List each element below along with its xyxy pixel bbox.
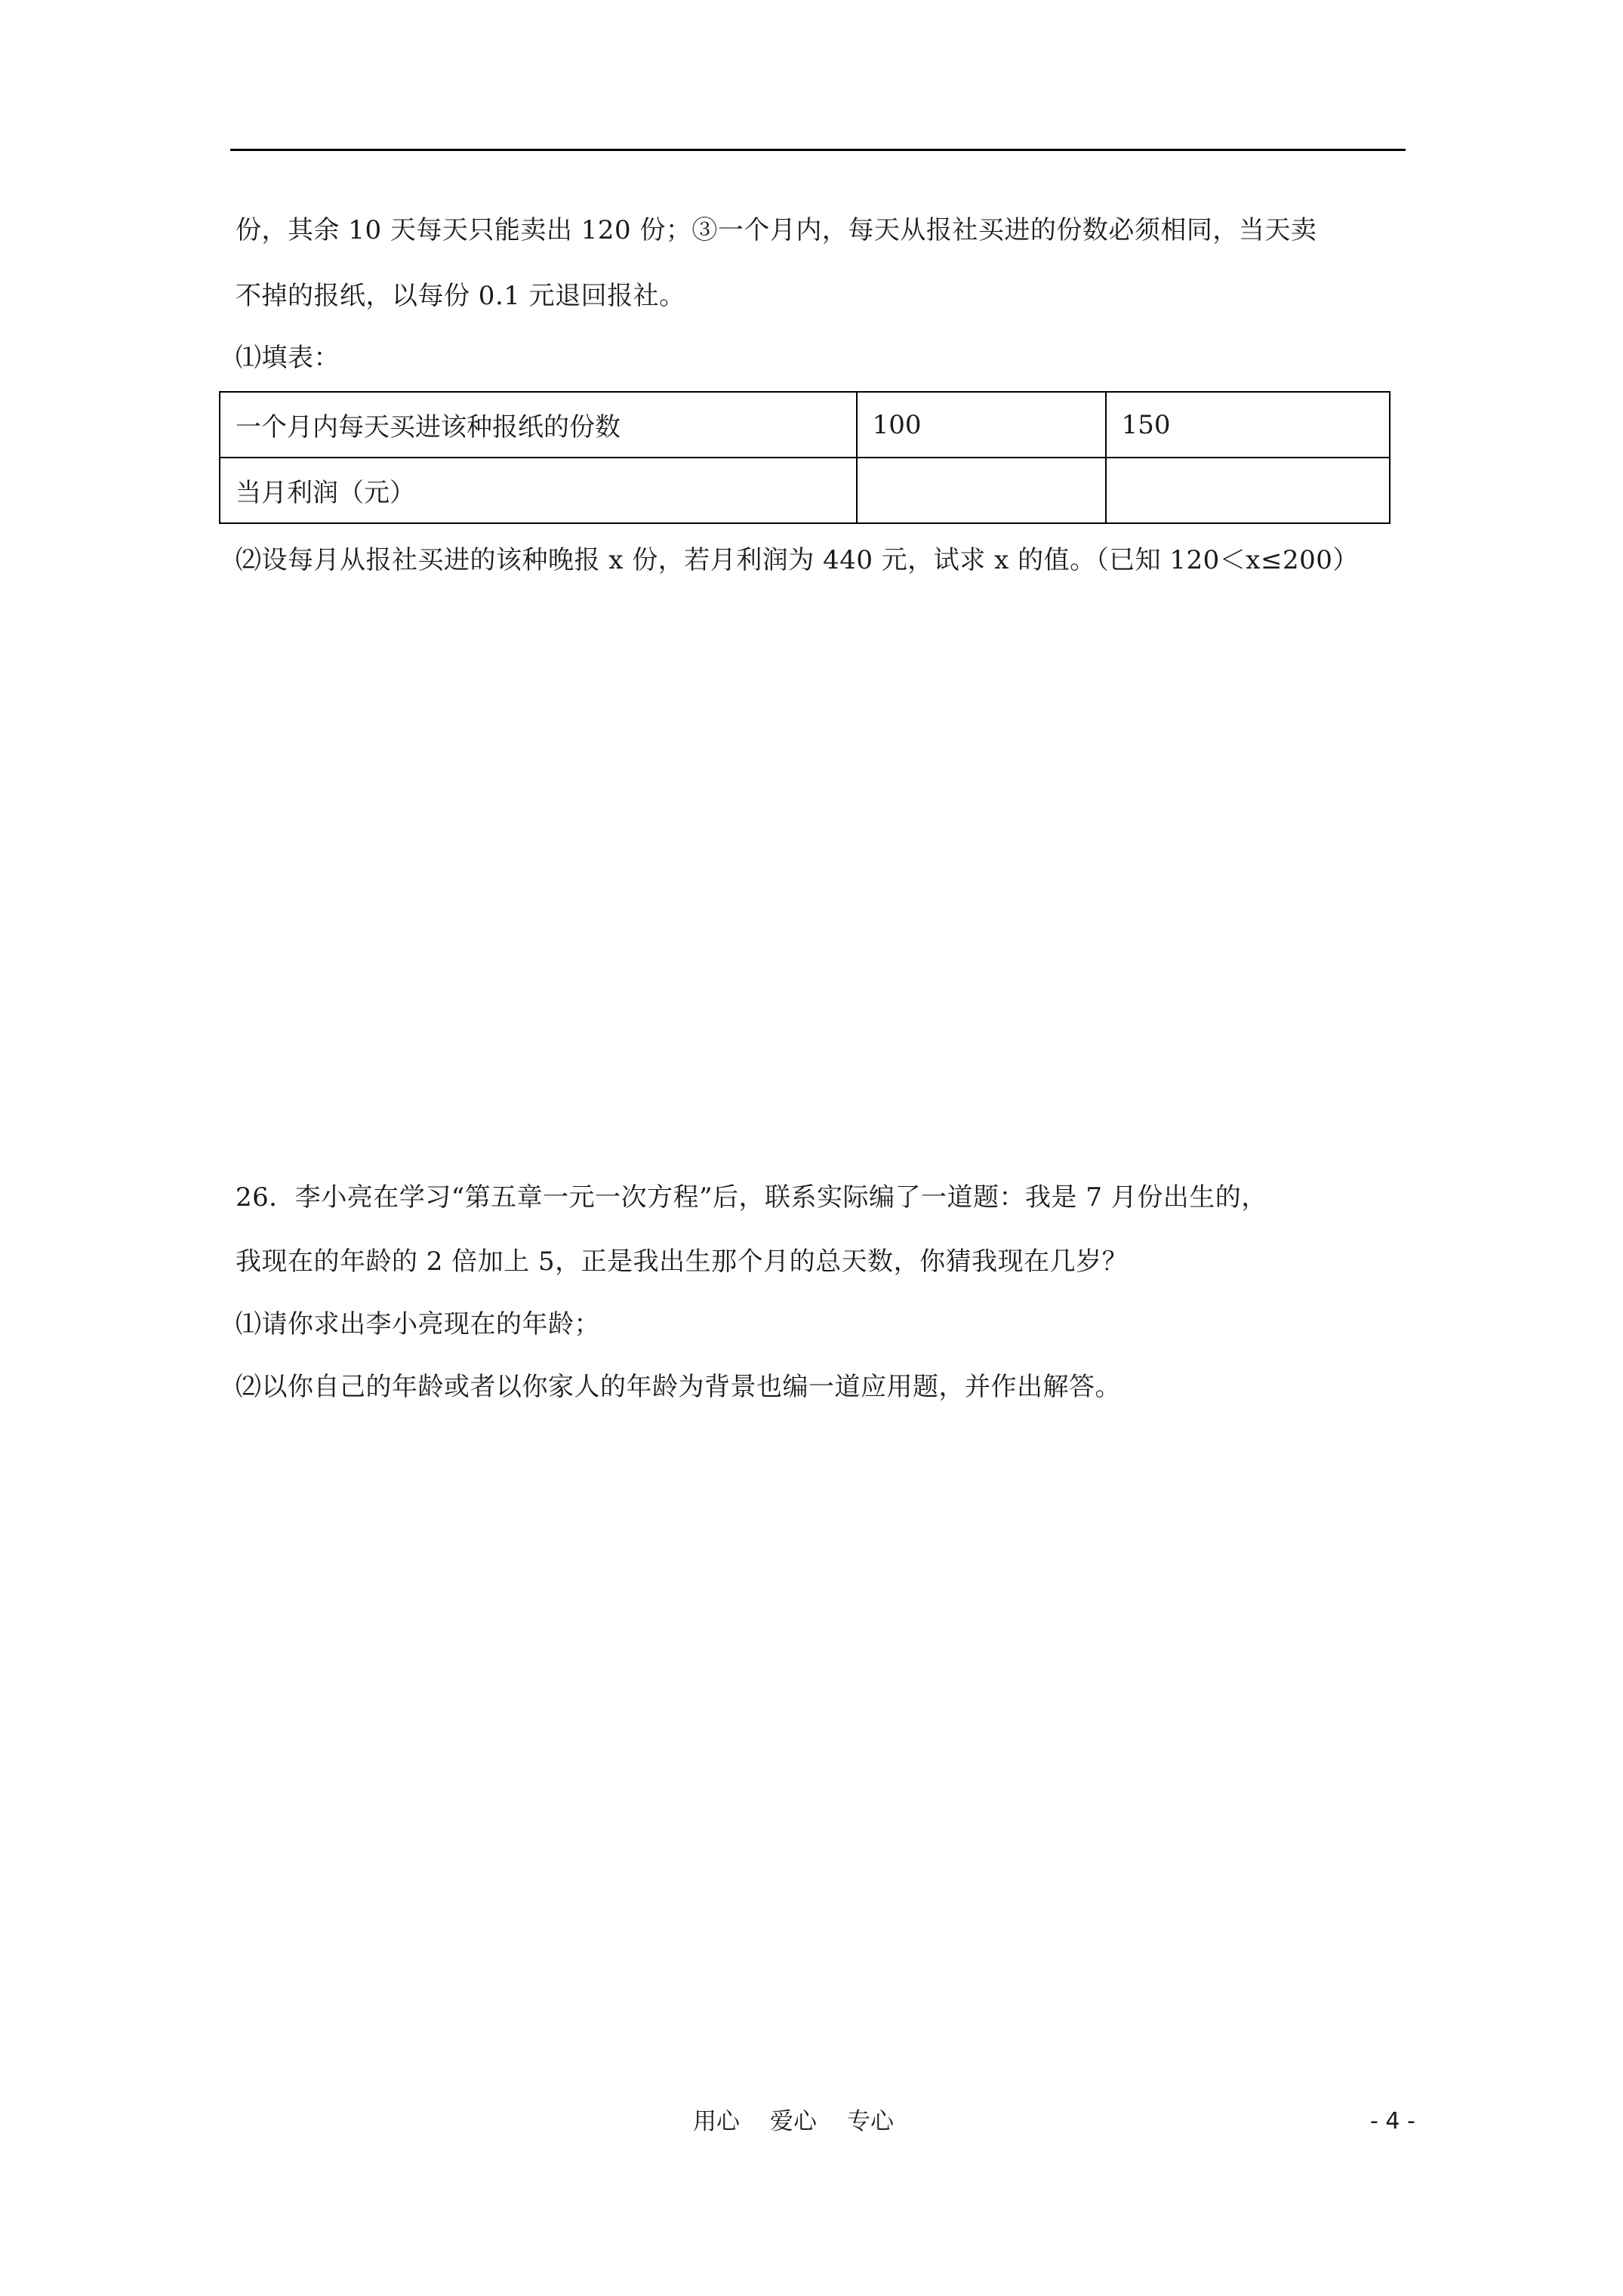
q26-part-2-text: ⑵以你自己的年龄或者以你家人的年龄为背景也编一道应用题，并作出解答。 (236, 1372, 1121, 1402)
footer-slogan-word: 专心 (847, 2108, 894, 2135)
table-cell-header: 当月利润（元） (220, 458, 857, 523)
q26-part-1-text: ⑴请你求出李小亮现在的年龄； (236, 1309, 600, 1339)
q25-part-2-text: ⑵设每月从报社买进的该种晚报 x 份，若月利润为 440 元，试求 x 的值。（已知 120＜x≤200） (236, 545, 1359, 575)
footer-slogan (693, 2106, 894, 2137)
table-cell-blank[interactable] (857, 458, 1106, 523)
q26-text-line-2: 我现在的年龄的 2 倍加上 5，正是我出生那个月的总天数，你猜我现在几岁？ (236, 1247, 1129, 1277)
table-cell-blank[interactable] (1106, 458, 1390, 523)
footer-slogan-word: 用心 (693, 2108, 740, 2135)
table-row (220, 458, 1390, 523)
q25-text-line-1: 份，其余 10 天每天只能卖出 120 份；③一个月内，每天从报社买进的份数必须相同，当天卖 (236, 215, 1317, 245)
table-cell-value: 150 (1106, 392, 1390, 458)
q25-part-1-label: ⑴填表： (236, 343, 340, 373)
page-number: - 4 - (1370, 2108, 1415, 2134)
table-row (220, 392, 1390, 458)
footer-slogan-word: 爱心 (770, 2108, 817, 2135)
q26-text-line-1: 26．李小亮在学习“第五章一元一次方程”后，联系实际编了一道题：我是 7 月份出生的， (236, 1182, 1267, 1213)
fill-in-table (219, 391, 1390, 524)
table-cell-value: 100 (857, 392, 1106, 458)
header-rule (230, 149, 1406, 151)
q25-text-line-2: 不掉的报纸，以每份 0.1 元退回报社。 (236, 281, 685, 311)
table-cell-header: 一个月内每天买进该种报纸的份数 (220, 392, 857, 458)
